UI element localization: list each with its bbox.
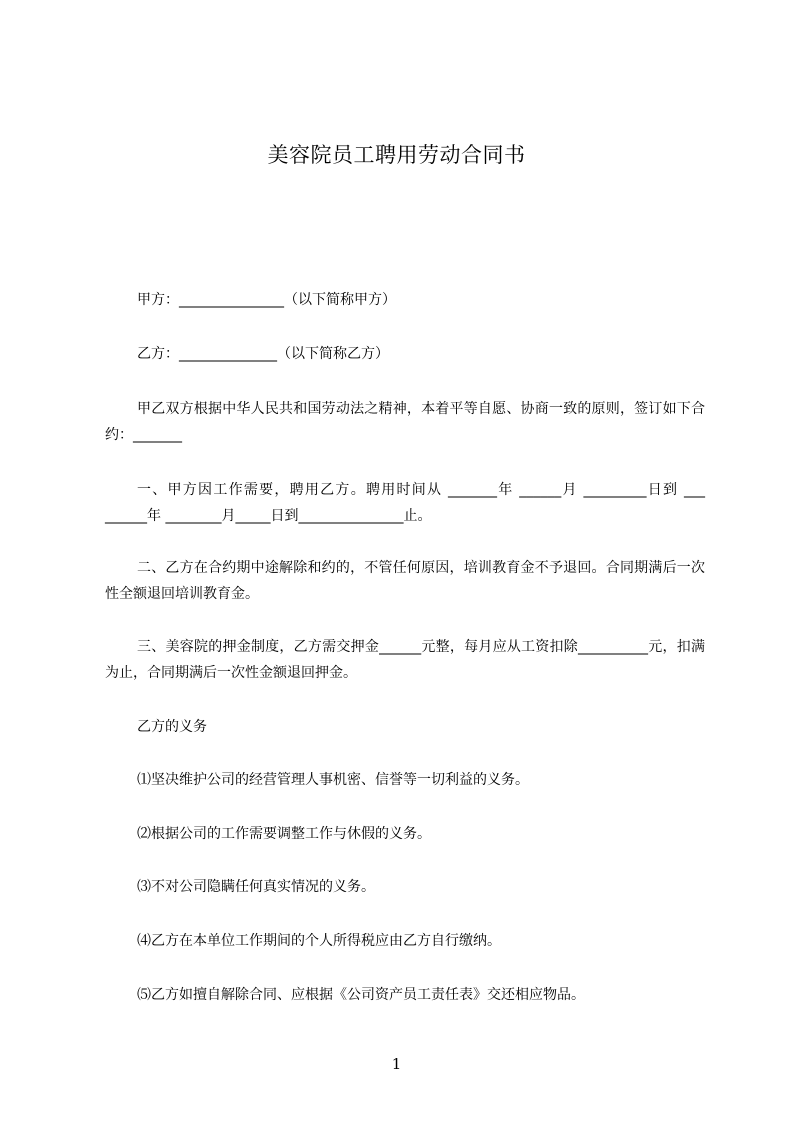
obligation-item-5: ⑸乙方如擅自解除合同、应根据《公司资产员工责任表》交还相应物品。 (137, 987, 585, 1003)
obligation-item-3: ⑶不对公司隐瞒任何真实情况的义务。 (137, 879, 375, 895)
preamble-paragraph: 甲乙双方根据中华人民共和国劳动法之精神，本着平等自愿、协商一致的原则，签订如下合约：_______ (105, 401, 705, 443)
obligation-item-4: ⑷乙方在本单位工作期间的个人所得税应由乙方自行缴纳。 (137, 933, 501, 949)
obligations-heading: 乙方的义务 (137, 719, 207, 735)
document-title: 美容院员工聘用劳动合同书 (267, 143, 526, 167)
page-number: 1 (391, 1055, 402, 1073)
party-b-line: 乙方：______________（以下简称乙方） (137, 346, 389, 362)
clause-2-paragraph: 二、乙方在合约期中途解除和约的，不管任何原因，培训教育金不予退回。合同期满后一次性全额退回培训教育金。 (105, 560, 705, 602)
clause-1-paragraph: 一、甲方因工作需要，聘用乙方。聘用时间从 _______年 ______月 _________日到 ___ ______年 ________月_____日到_______________止。 (105, 482, 705, 524)
obligation-item-1: ⑴坚决维护公司的经营管理人事机密、信誉等一切利益的义务。 (137, 772, 529, 788)
obligation-item-2: ⑵根据公司的工作需要调整工作与休假的义务。 (137, 826, 431, 842)
clause-3-paragraph: 三、美容院的押金制度，乙方需交押金______元整，每月应从工资扣除__________元，扣满为止，合同期满后一次性金额退回押金。 (105, 639, 705, 681)
party-a-line: 甲方：_______________（以下简称甲方） (137, 292, 396, 308)
